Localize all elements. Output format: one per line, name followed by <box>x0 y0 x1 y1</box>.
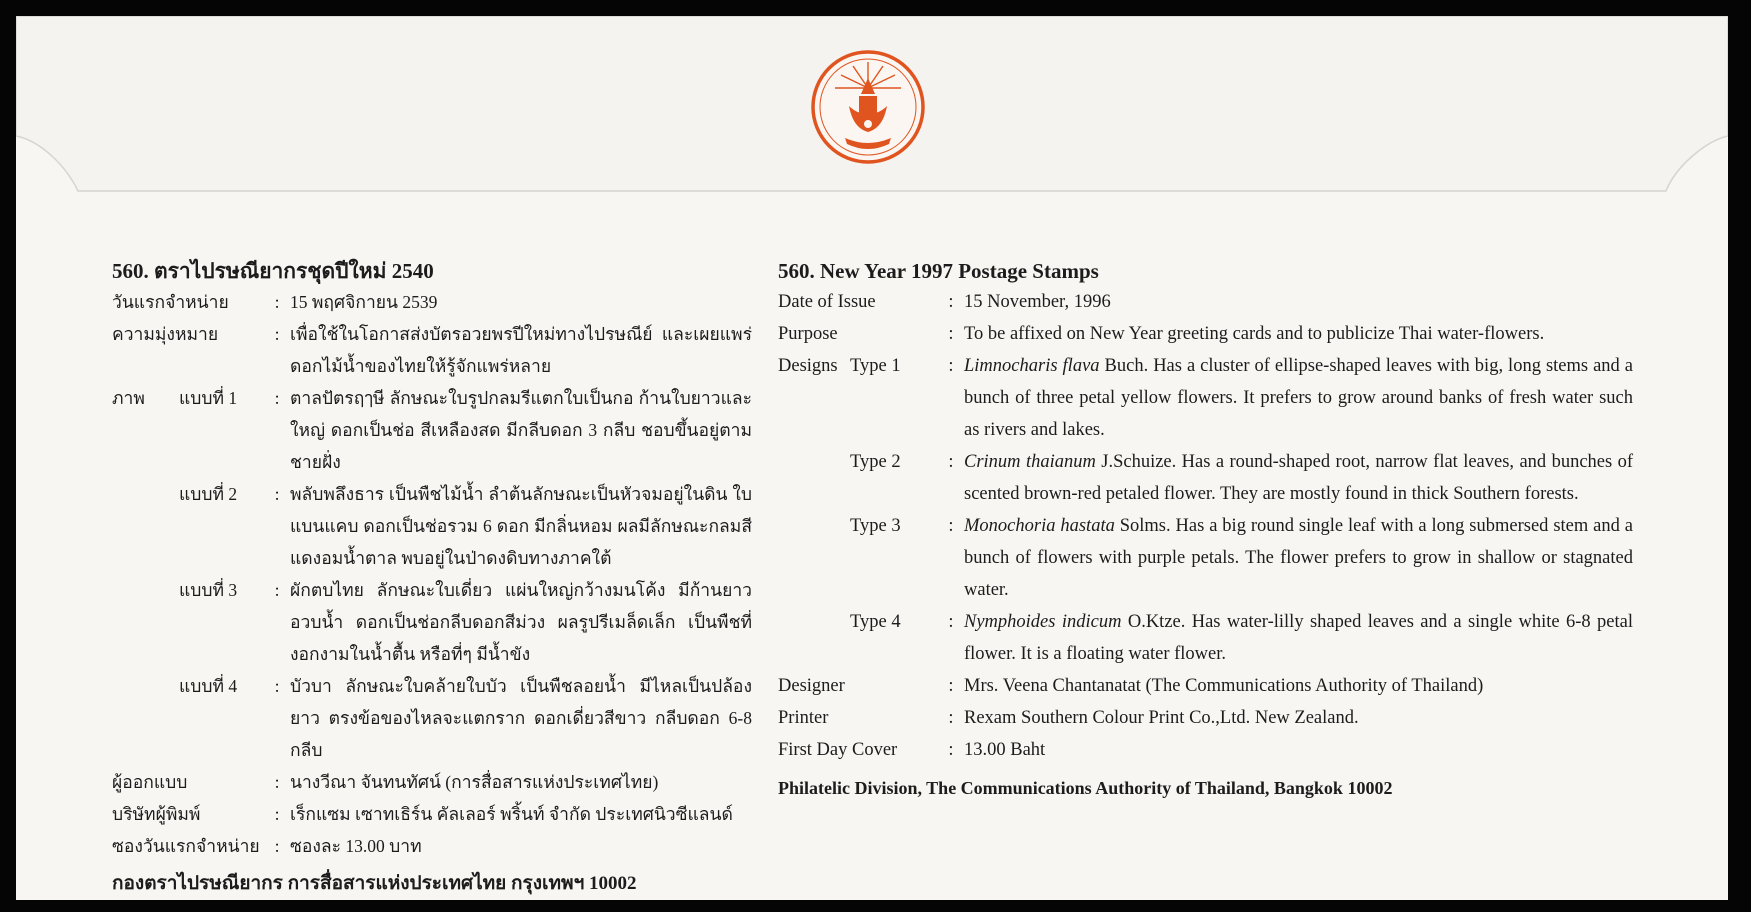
colon: : <box>948 452 954 472</box>
species-description: Solms. Has a big round single leaf with a long submersed stem and a bunch of flowers with purple petals. The flower prefers to grow in shallow or stagnated water. <box>964 516 1633 600</box>
colon: : <box>948 356 954 376</box>
english-type-row-3 <box>778 510 1633 606</box>
english-printer-row <box>778 702 1633 734</box>
colon: : <box>274 324 280 344</box>
species-name: Limnocharis flava <box>964 356 1100 376</box>
thai-type-label: แบบที่ 3 <box>179 580 238 600</box>
thai-type-label: แบบที่ 1 <box>179 388 238 408</box>
english-type-row-4 <box>778 606 1633 670</box>
english-type-text <box>964 446 1633 510</box>
thai-type-row-1 <box>112 382 752 478</box>
thai-type-row-3 <box>112 574 752 670</box>
colon: : <box>274 804 280 824</box>
thai-designer-value: นางวีณา จันทนทัศน์ (การสื่อสารแห่งประเทศไทย) <box>290 772 659 792</box>
thai-issue-value: 15 พฤศจิกายน 2539 <box>290 292 438 312</box>
species-name: Nymphoides indicum <box>964 612 1122 632</box>
colon: : <box>274 388 280 408</box>
thai-type-label: แบบที่ 2 <box>179 484 238 504</box>
english-designer-value: Mrs. Veena Chantanatat (The Communications Authority of Thailand) <box>964 676 1484 696</box>
english-description <box>778 256 1633 804</box>
colon: : <box>274 676 280 696</box>
thai-footer: กองตราไปรษณียากร การสื่อสารแห่งประเทศไทย กรุงเทพฯ 10002 <box>112 873 637 894</box>
english-type-label: Type 2 <box>850 452 901 472</box>
thai-printer-row <box>112 798 752 830</box>
thai-printer-value: เร็กแซม เซาทเธิร์น คัลเลอร์ พริ้นท์ จำกัด ประเทศนิวซีแลนด์ <box>290 804 733 824</box>
species-name: Monochoria hastata <box>964 516 1115 536</box>
english-purpose-label: Purpose <box>778 324 838 344</box>
thai-purpose-row <box>112 318 752 382</box>
thai-designer-label: ผู้ออกแบบ <box>112 772 188 792</box>
colon: : <box>948 708 954 728</box>
colon: : <box>948 676 954 696</box>
thai-issue-row <box>112 286 752 318</box>
royal-emblem-seal-icon <box>809 48 927 166</box>
thai-description <box>112 256 752 900</box>
colon: : <box>948 324 954 344</box>
colon: : <box>274 836 280 856</box>
thai-type-text: บัวบา ลักษณะใบคล้ายใบบัว เป็นพืชลอยน้ำ มีไหลเป็นปล้องยาว ตรงข้อของไหลจะแตกราก ดอกเดี่ยวสีขาว กลีบดอก 6-8 กลีบ <box>290 676 752 760</box>
english-fdc-row <box>778 734 1633 766</box>
english-issue-row <box>778 286 1633 318</box>
colon: : <box>948 292 954 312</box>
english-type-text <box>964 350 1633 446</box>
english-designer-row <box>778 670 1633 702</box>
thai-fdc-row <box>112 830 752 862</box>
thai-printer-label: บริษัทผู้พิมพ์ <box>112 804 201 824</box>
english-purpose-row <box>778 318 1633 350</box>
thai-type-row-4 <box>112 670 752 766</box>
english-issue-label: Date of Issue <box>778 292 876 312</box>
species-name: Crinum thaianum <box>964 452 1096 472</box>
thai-picture-label: ภาพ <box>112 388 145 408</box>
english-footer: Philatelic Division, The Communications Authority of Thailand, Bangkok 10002 <box>778 778 1393 798</box>
thai-type-text: พลับพลึงธาร เป็นพืชไม้น้ำ ลำต้นลักษณะเป็นหัวจมอยู่ในดิน ใบแบนแคบ ดอกเป็นช่อรวม 6 ดอก มีกลิ่นหอม ผลมีลักษณะกลมสีแดงอมน้ำตาล พบอยู่ในป่าดงดิบทางภาคใต้ <box>290 484 752 568</box>
thai-purpose-value: เพื่อใช้ในโอกาสส่งบัตรอวยพรปีใหม่ทางไปรษณีย์ และเผยแพร่ดอกไม้น้ำของไทยให้รู้จักแพร่หลาย <box>290 324 752 376</box>
english-type-label: Type 4 <box>850 612 901 632</box>
thai-fdc-value: ซองละ 13.00 บาท <box>290 836 422 856</box>
species-description: O.Ktze. Has water-lilly shaped leaves and a single white 6-8 petal flower. It is a floating water flower. <box>964 612 1633 664</box>
english-fdc-label: First Day Cover <box>778 740 898 760</box>
species-description: J.Schuize. Has a round-shaped root, narrow flat leaves, and bunches of scented brown-red petaled flower. They are mostly found in thick Southern forests. <box>964 452 1634 504</box>
thai-type-text: ผักตบไทย ลักษณะใบเดี่ยว แผ่นใหญ่กว้างมนโค้ง มีก้านยาวอวบน้ำ ดอกเป็นช่อกลีบดอกสีม่วง ผลรูปรีเมล็ดเล็ก เป็นพืชที่งอกงามในน้ำตื้น หรือที่ๆ มีน้ำขัง <box>290 580 752 664</box>
species-description: Buch. Has a cluster of ellipse-shaped leaves with big, long stems and a bunch of three petal yellow flowers. It prefers to grow around banks of fresh water such as rivers and lakes. <box>964 356 1633 440</box>
english-type-label: Type 1 <box>850 356 901 376</box>
thai-title: 560. ตราไปรษณียากรชุดปีใหม่ 2540 <box>112 259 434 283</box>
english-printer-label: Printer <box>778 708 829 728</box>
colon: : <box>274 484 280 504</box>
english-type-row-2 <box>778 446 1633 510</box>
english-designer-label: Designer <box>778 676 845 696</box>
colon: : <box>274 292 280 312</box>
english-purpose-value: To be affixed on New Year greeting cards and to publicize Thai water-flowers. <box>964 324 1545 344</box>
thai-type-label: แบบที่ 4 <box>179 676 238 696</box>
english-issue-value: 15 November, 1996 <box>964 292 1111 312</box>
colon: : <box>948 516 954 536</box>
colon: : <box>948 740 954 760</box>
english-type-row-1 <box>778 350 1633 446</box>
english-fdc-value: 13.00 Baht <box>964 740 1046 760</box>
colon: : <box>948 612 954 632</box>
colon: : <box>274 772 280 792</box>
english-designs-label: Designs <box>778 356 838 376</box>
thai-fdc-label: ซองวันแรกจำหน่าย <box>112 836 260 856</box>
thai-type-row-2 <box>112 478 752 574</box>
thai-purpose-label: ความมุ่งหมาย <box>112 324 219 344</box>
english-type-label: Type 3 <box>850 516 901 536</box>
english-title: 560. New Year 1997 Postage Stamps <box>778 259 1099 283</box>
colon: : <box>274 580 280 600</box>
thai-issue-label: วันแรกจำหน่าย <box>112 292 229 312</box>
english-type-text <box>964 510 1633 606</box>
thai-designer-row <box>112 766 752 798</box>
english-type-text <box>964 606 1633 670</box>
english-printer-value: Rexam Southern Colour Print Co.,Ltd. New Zealand. <box>964 708 1359 728</box>
thai-type-text: ตาลปัตรฤๅษี ลักษณะใบรูปกลมรีแตกใบเป็นกอ ก้านใบยาวและใหญ่ ดอกเป็นช่อ สีเหลืองสด มีกลีบดอก 3 กลีบ ชอบขึ้นอยู่ตามชายฝั่ง <box>290 388 752 472</box>
